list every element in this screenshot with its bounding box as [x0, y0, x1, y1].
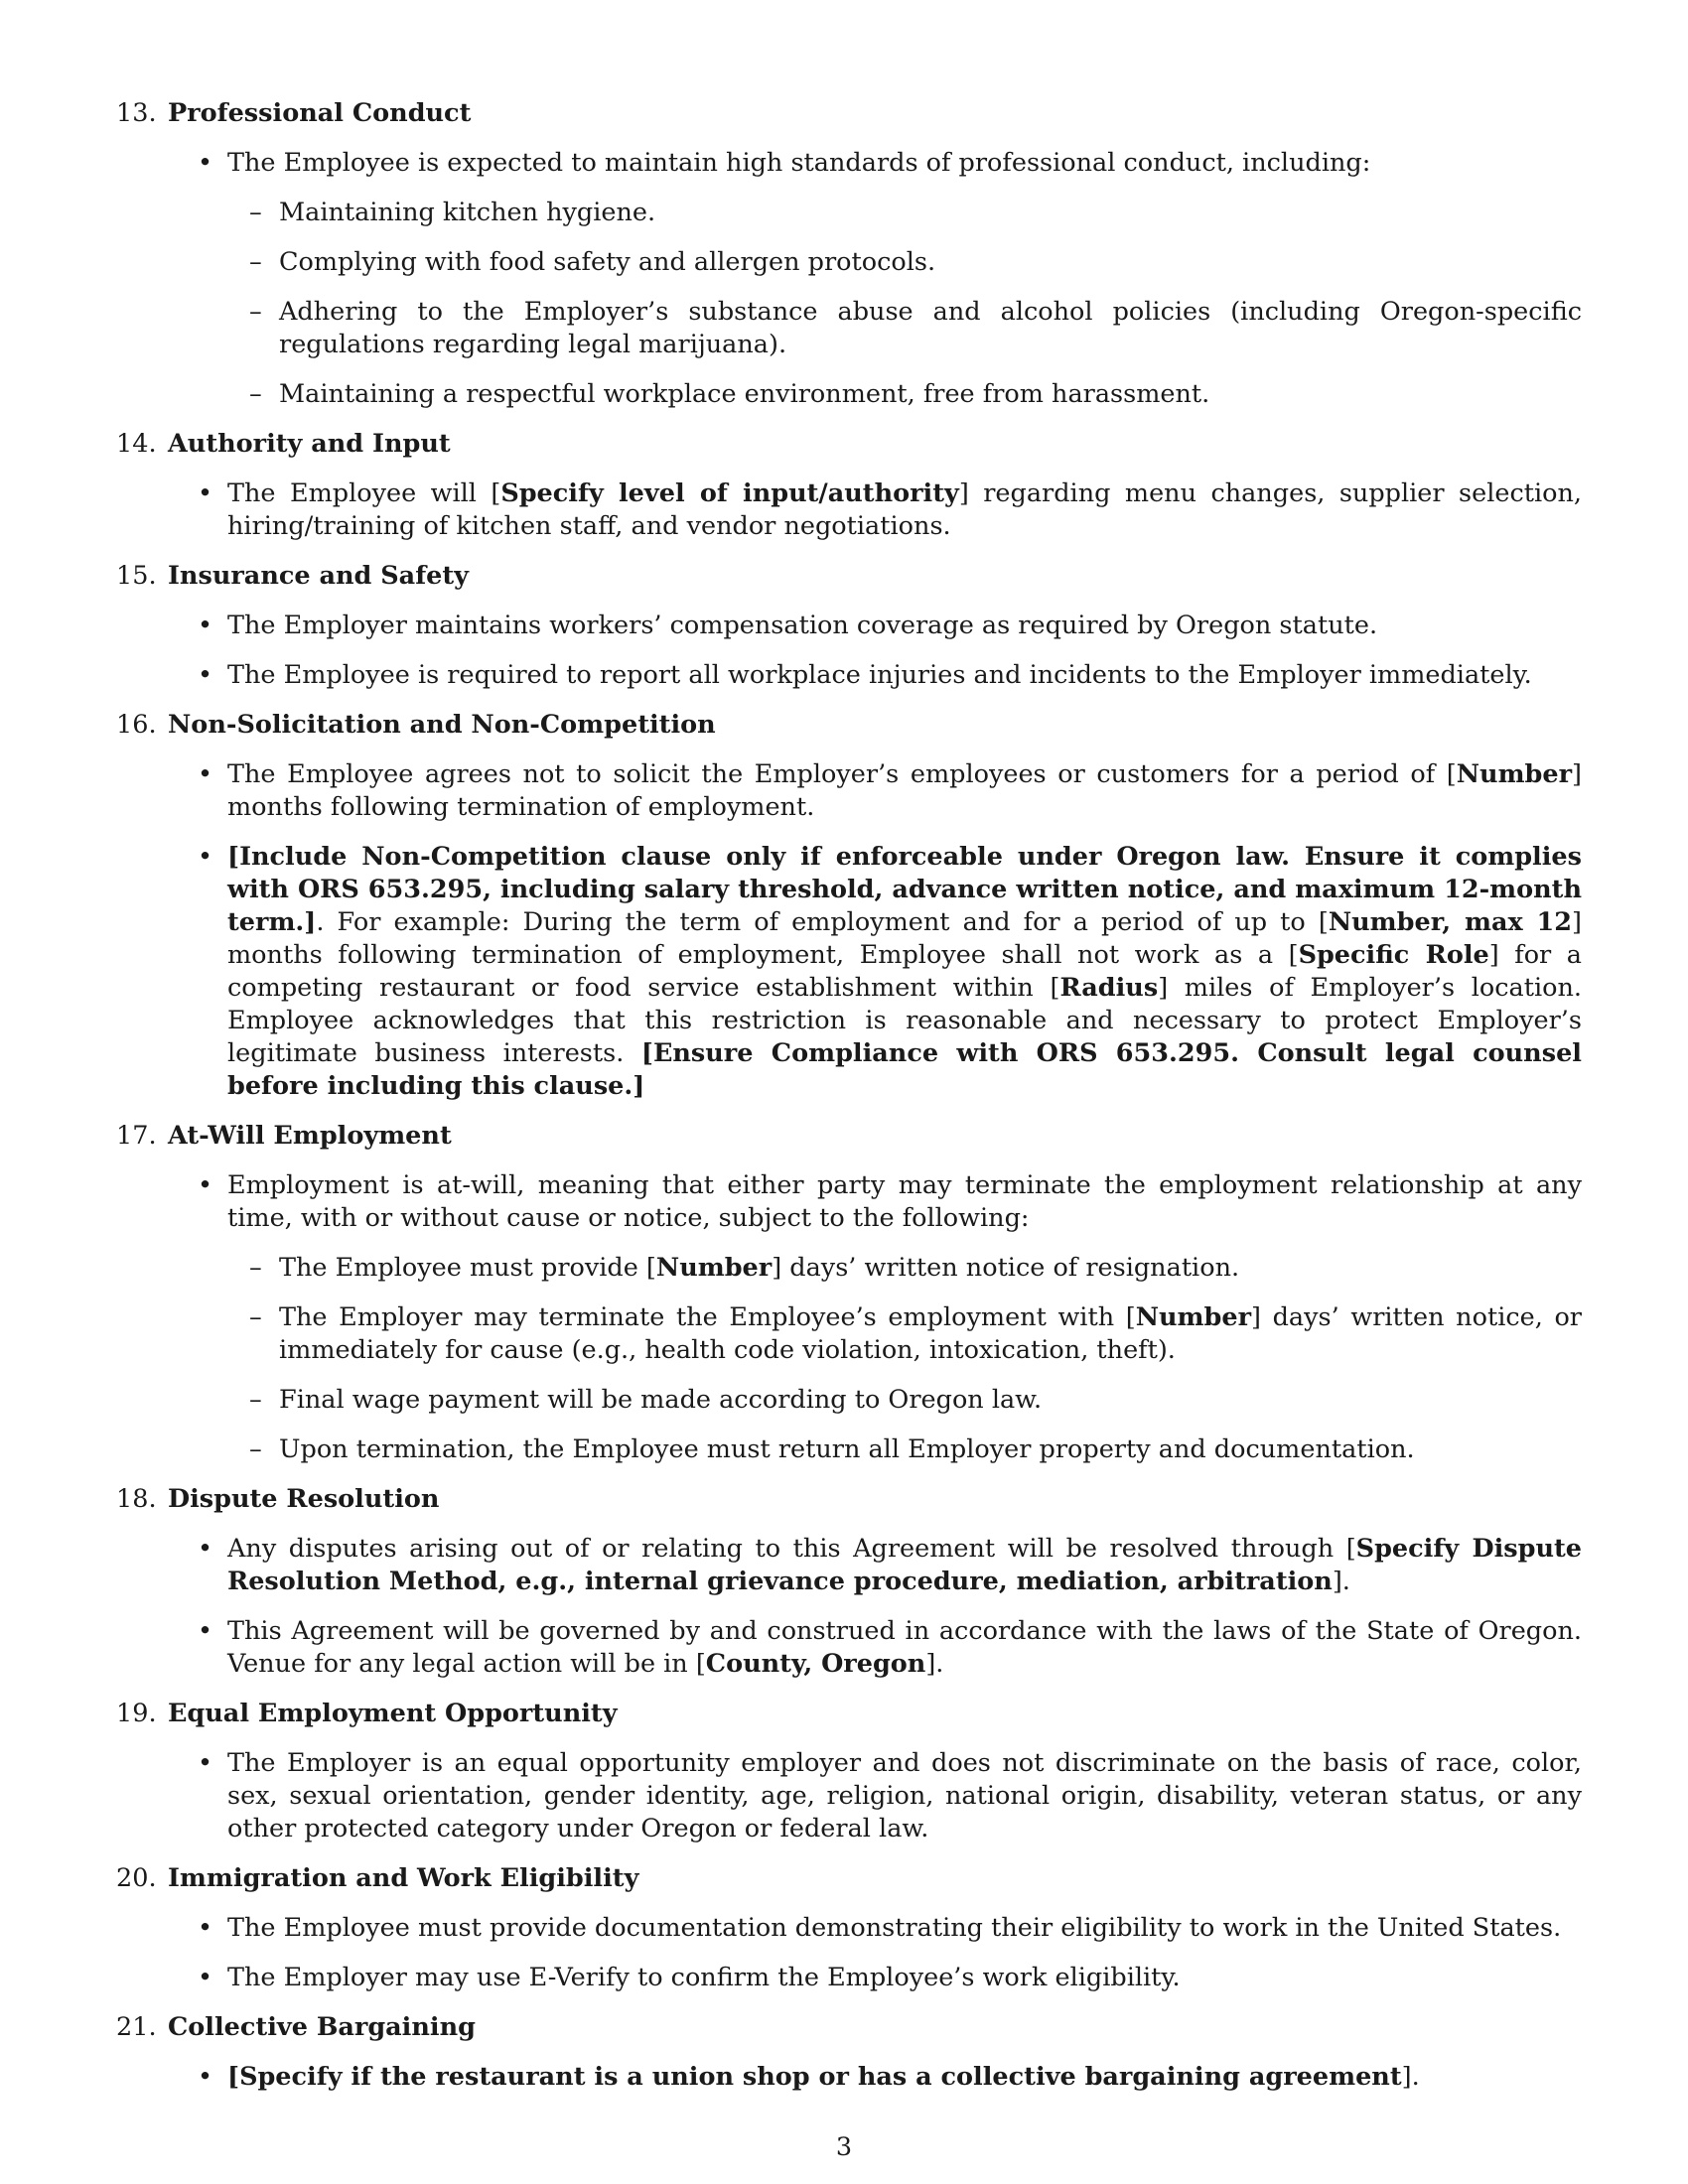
bullet-text	[227, 659, 1582, 692]
bullet-icon: •	[198, 148, 213, 178]
sub-item-text	[279, 197, 1582, 229]
clause-text: The Employee agrees not to solicit the Employer’s employees or customers for a period of [	[227, 759, 1457, 789]
section-title: Immigration and Work Eligibility	[168, 1863, 639, 1893]
clause-text: ] days’ written notice of resignation.	[772, 1253, 1240, 1283]
bullet-text	[227, 1533, 1582, 1598]
clause-text: Final wage payment will be made according to Oregon law.	[279, 1385, 1043, 1415]
bold-placeholder-text: Number, max 12	[1328, 907, 1573, 937]
section-title: Dispute Resolution	[168, 1484, 440, 1514]
clause-text: ] miles of Employer’s location. Employee acknowledges that this restriction is reasonable and necessary to protect Employer’s legitimate business interests.	[227, 973, 1582, 1068]
clause-text: The Employee is required to report all workplace injuries and incidents to the Employer immediately.	[227, 660, 1532, 690]
clause-text: Any disputes arising out of or relating to this Agreement will be resolved through [	[227, 1534, 1356, 1564]
section-20	[116, 1862, 1582, 1994]
bullet-icon: •	[198, 478, 213, 508]
bullet-item	[116, 841, 1582, 1103]
bullet-list	[116, 1169, 1582, 1466]
section-16	[116, 709, 1582, 1103]
bullet-item	[116, 1169, 1582, 1466]
section-number: 15.	[116, 561, 157, 591]
bullet-icon: •	[198, 611, 213, 640]
section-heading	[116, 1483, 1582, 1516]
section-title: Authority and Input	[168, 429, 451, 459]
section-title: Equal Employment Opportunity	[168, 1699, 618, 1728]
sub-list-item	[227, 1384, 1582, 1417]
dash-icon: –	[249, 198, 262, 227]
section-heading	[116, 709, 1582, 742]
section-number: 13.	[116, 98, 157, 128]
section-number: 17.	[116, 1121, 157, 1151]
bullet-item	[116, 758, 1582, 824]
bullet-item	[116, 659, 1582, 692]
section-heading	[116, 97, 1582, 130]
section-15	[116, 560, 1582, 692]
clause-text: ].	[1401, 2062, 1420, 2092]
bullet-icon: •	[198, 660, 213, 690]
sub-item-text	[279, 1252, 1582, 1285]
bullet-icon: •	[198, 1913, 213, 1943]
section-21	[116, 2011, 1582, 2094]
section-title: Non-Solicitation and Non-Competition	[168, 710, 716, 740]
sub-list-item	[227, 1301, 1582, 1367]
clause-text: Maintaining kitchen hygiene.	[279, 198, 656, 227]
section-heading	[116, 1862, 1582, 1895]
clause-text: ] regarding menu changes, supplier selection, hiring/training of kitchen staff, and vendor negotiations.	[227, 478, 1583, 541]
clause-text: The Employer may terminate the Employee’s employment with [	[279, 1302, 1136, 1332]
sub-list	[227, 1252, 1582, 1466]
sub-list-item	[227, 246, 1582, 279]
sub-item-text	[279, 1384, 1582, 1417]
bullet-text	[227, 1912, 1582, 1945]
clause-text: ].	[1332, 1567, 1350, 1596]
section-heading	[116, 1120, 1582, 1153]
dash-icon: –	[249, 247, 262, 277]
bullet-list	[116, 1533, 1582, 1681]
bullet-icon: •	[198, 1616, 213, 1646]
clause-text: The Employer is an equal opportunity employer and does not discriminate on the basis of race, color, sex, sexual orientation, gender identity, age, religion, national origin, disability, veteran status, or any other protected category under Oregon or federal law.	[227, 1748, 1582, 1843]
clause-text: The Employee must provide [	[279, 1253, 656, 1283]
sub-item-text	[279, 296, 1582, 361]
bullet-list	[116, 2061, 1582, 2094]
clause-text: Complying with food safety and allergen protocols.	[279, 247, 936, 277]
bold-placeholder-text: County, Oregon	[705, 1649, 926, 1679]
document-body	[116, 97, 1582, 2111]
bullet-text	[227, 1962, 1582, 1994]
section-title: Collective Bargaining	[168, 2012, 476, 2042]
bullet-text	[227, 758, 1582, 824]
bullet-icon: •	[198, 842, 213, 872]
bullet-icon: •	[198, 1963, 213, 1992]
bullet-item	[116, 1912, 1582, 1945]
clause-text: The Employee will [	[227, 478, 501, 508]
clause-text: The Employee is expected to maintain high standards of professional conduct, including:	[227, 148, 1371, 178]
bullet-text	[227, 2061, 1582, 2094]
bold-placeholder-text: Radius	[1059, 973, 1159, 1003]
clause-text: Employment is at-will, meaning that either party may terminate the employment relationship at any time, with or without cause or notice, subject to the following:	[227, 1170, 1582, 1233]
bullet-item	[116, 1962, 1582, 1994]
bullet-icon: •	[198, 759, 213, 789]
bullet-item	[116, 1533, 1582, 1598]
bold-placeholder-text: Specify Dispute Resolution Method, e.g., internal grievance procedure, mediation, arbitration	[227, 1534, 1582, 1596]
section-title: Professional Conduct	[168, 98, 472, 128]
clause-text: Maintaining a respectful workplace environment, free from harassment.	[279, 379, 1210, 409]
sub-list	[227, 197, 1582, 411]
sub-item-text	[279, 1433, 1582, 1466]
bullet-icon: •	[198, 1534, 213, 1564]
dash-icon: –	[249, 379, 262, 409]
section-17	[116, 1120, 1582, 1466]
sub-item-text	[279, 378, 1582, 411]
bold-placeholder-text: Specify level of input/authority	[500, 478, 959, 508]
sub-list-item	[227, 1252, 1582, 1285]
section-title: Insurance and Safety	[168, 561, 469, 591]
clause-text: ].	[925, 1649, 944, 1679]
clause-text: . For example: During the term of employment and for a period of up to [	[316, 907, 1329, 937]
bold-placeholder-text: Number	[1456, 759, 1573, 789]
bullet-item	[116, 478, 1582, 543]
clause-text: Upon termination, the Employee must return all Employer property and documentation.	[279, 1434, 1415, 1464]
dash-icon: –	[249, 297, 262, 327]
bullet-list	[116, 1747, 1582, 1845]
section-14	[116, 428, 1582, 543]
sub-list-item	[227, 296, 1582, 361]
bold-placeholder-text: Number	[655, 1253, 773, 1283]
sub-list-item	[227, 1433, 1582, 1466]
clause-text: The Employer maintains workers’ compensation coverage as required by Oregon statute.	[227, 611, 1378, 640]
section-heading	[116, 1698, 1582, 1730]
bold-placeholder-text: Number	[1135, 1302, 1252, 1332]
section-number: 14.	[116, 429, 157, 459]
bullet-item	[116, 1747, 1582, 1845]
bold-placeholder-text: Specific Role	[1298, 940, 1489, 970]
bullet-list	[116, 610, 1582, 692]
clause-text: This Agreement will be governed by and construed in accordance with the laws of the State of Oregon. Venue for any legal action will be in [	[227, 1616, 1582, 1679]
section-heading	[116, 428, 1582, 461]
clause-text: ] days’ written notice, or immediately for cause (e.g., health code violation, intoxication, theft).	[279, 1302, 1582, 1365]
bold-placeholder-text: [Ensure Compliance with ORS 653.295. Consult legal counsel before including this clause.]	[227, 1038, 1582, 1101]
bullet-text	[227, 1169, 1582, 1235]
sub-list-item	[227, 197, 1582, 229]
bullet-list	[116, 758, 1582, 1103]
page-number: 3	[835, 2132, 853, 2162]
section-heading	[116, 2011, 1582, 2044]
clause-text: ] for a competing restaurant or food service establishment within [	[227, 940, 1583, 1003]
section-number: 20.	[116, 1863, 157, 1893]
section-number: 18.	[116, 1484, 157, 1514]
clause-text: Adhering to the Employer’s substance abuse and alcohol policies (including Oregon-specific regulations regarding legal marijuana).	[279, 297, 1582, 359]
section-13	[116, 97, 1582, 411]
bullet-item	[116, 1615, 1582, 1681]
sub-item-text	[279, 1301, 1582, 1367]
dash-icon: –	[249, 1434, 262, 1464]
clause-text: The Employee must provide documentation demonstrating their eligibility to work in the United States.	[227, 1913, 1562, 1943]
clause-text: The Employer may use E-Verify to confirm the Employee’s work eligibility.	[227, 1963, 1181, 1992]
bullet-item	[116, 2061, 1582, 2094]
bullet-icon: •	[198, 2062, 213, 2092]
section-19	[116, 1698, 1582, 1845]
bullet-text	[227, 1615, 1582, 1681]
bullet-text	[227, 841, 1582, 1103]
dash-icon: –	[249, 1253, 262, 1283]
section-18	[116, 1483, 1582, 1681]
bullet-list	[116, 1912, 1582, 1994]
bullet-icon: •	[198, 1170, 213, 1200]
section-heading	[116, 560, 1582, 593]
bullet-list	[116, 478, 1582, 543]
sub-item-text	[279, 246, 1582, 279]
section-title: At-Will Employment	[168, 1121, 452, 1151]
bullet-list	[116, 147, 1582, 411]
section-number: 21.	[116, 2012, 157, 2042]
clause-text: ] months following termination of employment, Employee shall not work as a [	[227, 907, 1582, 970]
clause-text: ] months following termination of employment.	[227, 759, 1582, 822]
bold-placeholder-text: [Include Non-Competition clause only if enforceable under Oregon law. Ensure it complies with ORS 653.295, including salary threshold, advance written notice, and maximum 12-month term.]	[227, 842, 1582, 937]
dash-icon: –	[249, 1385, 262, 1415]
bold-placeholder-text: [Specify if the restaurant is a union shop or has a collective bargaining agreement	[227, 2062, 1402, 2092]
bullet-item	[116, 610, 1582, 642]
bullet-item	[116, 147, 1582, 411]
bullet-text	[227, 478, 1582, 543]
dash-icon: –	[249, 1302, 262, 1332]
section-number: 16.	[116, 710, 157, 740]
section-number: 19.	[116, 1699, 157, 1728]
bullet-icon: •	[198, 1748, 213, 1778]
bullet-text	[227, 610, 1582, 642]
bullet-text	[227, 147, 1582, 180]
sub-list-item	[227, 378, 1582, 411]
bullet-text	[227, 1747, 1582, 1845]
